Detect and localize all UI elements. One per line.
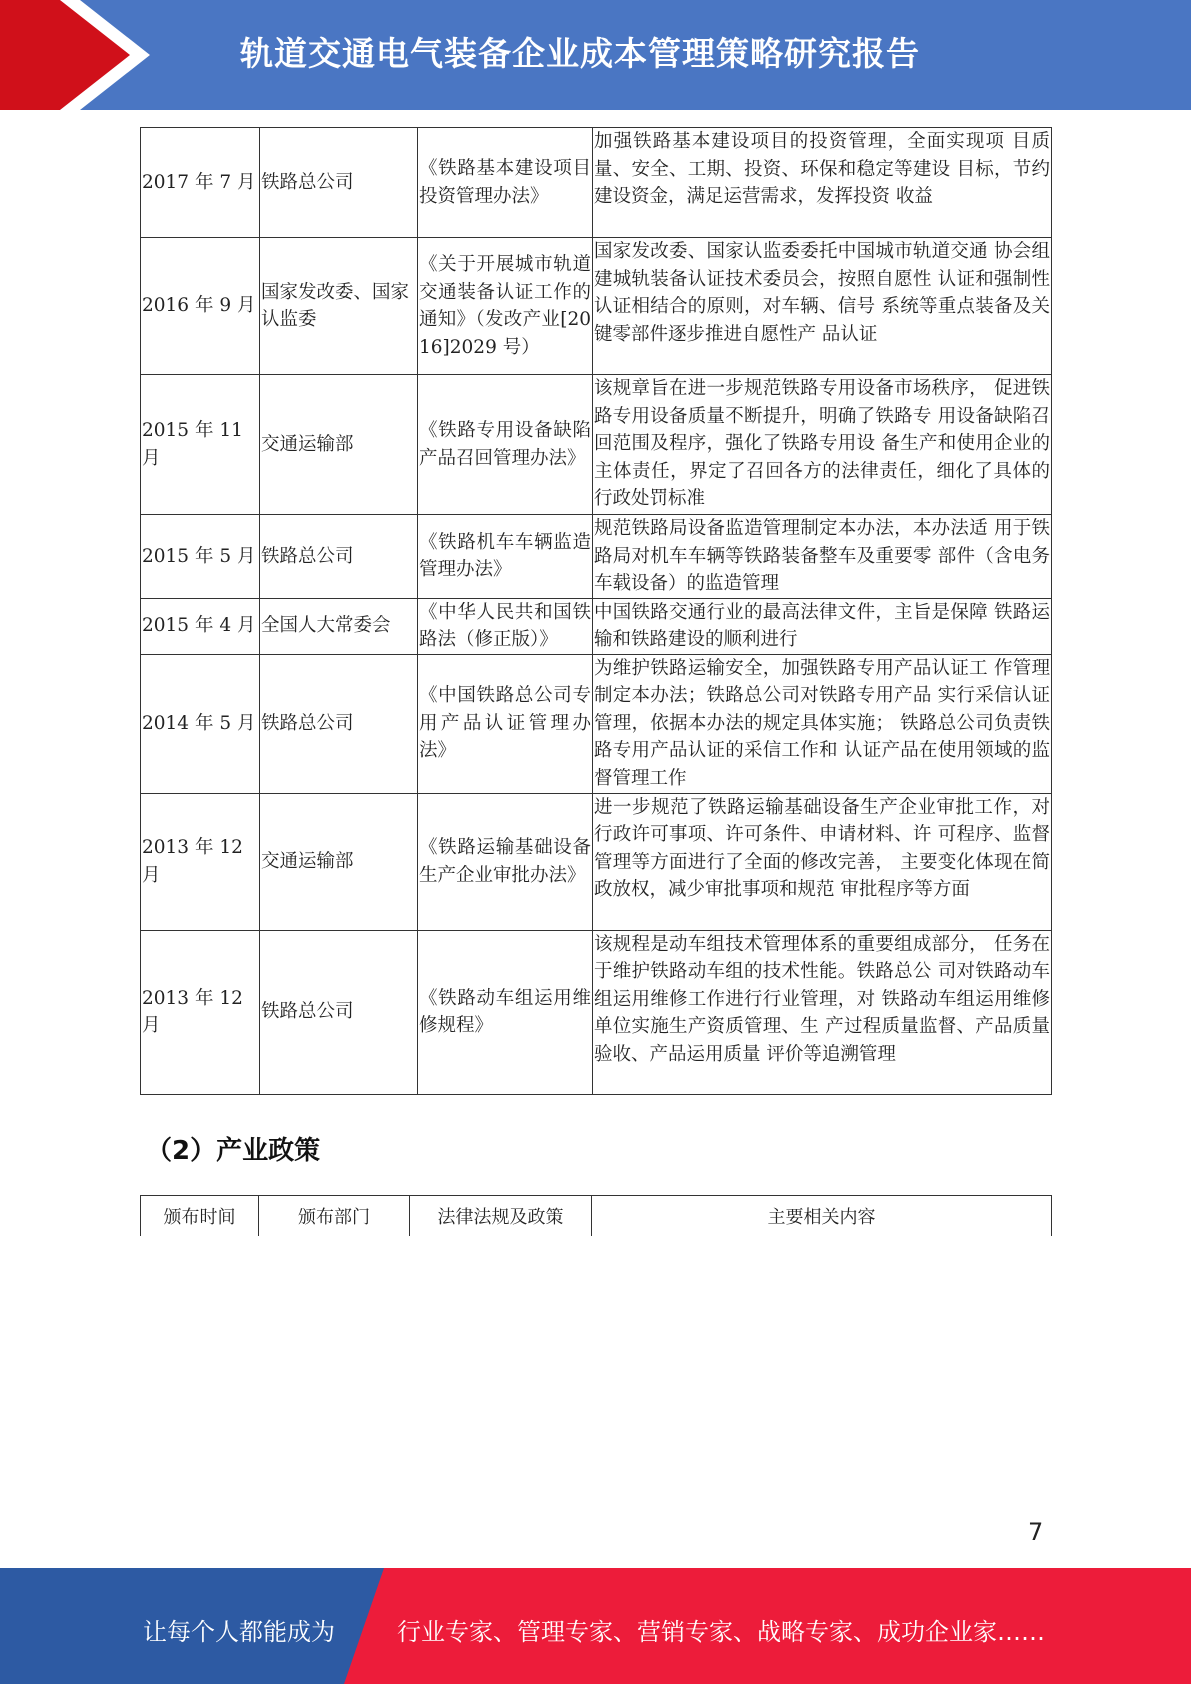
column-header-policy: 法律法规及政策 xyxy=(410,1196,592,1237)
cell-content: 中国铁路交通行业的最高法律文件，主旨是保障 铁路运输和铁路建设的顺利进行 xyxy=(593,598,1052,654)
industry-policy-table-header xyxy=(140,1195,1052,1236)
column-header-date: 颁布时间 xyxy=(141,1196,259,1237)
cell-date: 2015 年 5 月 xyxy=(141,515,260,599)
cell-department: 铁路总公司 xyxy=(260,128,418,238)
cell-department: 交通运输部 xyxy=(260,375,418,515)
table-row xyxy=(141,515,1052,599)
column-header-department: 颁布部门 xyxy=(259,1196,410,1237)
table-row xyxy=(141,238,1052,375)
cell-department: 交通运输部 xyxy=(260,793,418,930)
table-row xyxy=(141,598,1052,654)
cell-department: 铁路总公司 xyxy=(260,930,418,1094)
table-row xyxy=(141,930,1052,1094)
cell-department: 铁路总公司 xyxy=(260,654,418,793)
header-arrow-decoration xyxy=(0,0,200,110)
page-header xyxy=(0,0,1191,110)
page-footer xyxy=(0,1568,1191,1684)
table-row xyxy=(141,375,1052,515)
page-number: 7 xyxy=(1028,1518,1044,1546)
regulations-table xyxy=(140,127,1052,1095)
table-header-row xyxy=(141,1196,1052,1237)
cell-content: 加强铁路基本建设项目的投资管理，全面实现项 目质量、安全、工期、投资、环保和稳定等建设 目标，节约建设资金，满足运营需求，发挥投资 收益 xyxy=(593,128,1052,238)
cell-policy: 《关于开展城市轨道交通装备认证工作的通知》（发改产业[2016]2029 号） xyxy=(418,238,593,375)
cell-date: 2013 年 12 月 xyxy=(141,793,260,930)
table-row xyxy=(141,128,1052,238)
table-row xyxy=(141,654,1052,793)
report-title: 轨道交通电气装备企业成本管理策略研究报告 xyxy=(240,34,920,73)
cell-content: 国家发改委、国家认监委委托中国城市轨道交通 协会组建城轨装备认证技术委员会，按照自愿性 认证和强制性认证相结合的原则，对车辆、信号 系统等重点装备及关键零部件逐步推进自愿性产 品认证 xyxy=(593,238,1052,375)
cell-date: 2015 年 4 月 xyxy=(141,598,260,654)
table-row xyxy=(141,793,1052,930)
cell-date: 2015 年 11 月 xyxy=(141,375,260,515)
cell-content: 该规章旨在进一步规范铁路专用设备市场秩序， 促进铁路专用设备质量不断提升，明确了铁路专 用设备缺陷召回范围及程序，强化了铁路专用设 备生产和使用企业的主体责任，界定了召回各方的法律责任，细化了具体的行政处罚标准 xyxy=(593,375,1052,515)
cell-policy: 《铁路运输基础设备生产企业审批办法》 xyxy=(418,793,593,930)
cell-date: 2016 年 9 月 xyxy=(141,238,260,375)
cell-policy: 《中国铁路总公司专用产品认证管理办法》 xyxy=(418,654,593,793)
cell-content: 进一步规范了铁路运输基础设备生产企业审批工作，对行政许可事项、许可条件、申请材料、许 可程序、监督管理等方面进行了全面的修改完善， 主要变化体现在简政放权，减少审批事项和规范 审批程序等方面 xyxy=(593,793,1052,930)
cell-policy: 《铁路专用设备缺陷产品召回管理办法》 xyxy=(418,375,593,515)
footer-slogan-left: 让每个人都能成为 xyxy=(143,1618,335,1646)
cell-department: 国家发改委、国家认监委 xyxy=(260,238,418,375)
cell-policy: 《铁路机车车辆监造管理办法》 xyxy=(418,515,593,599)
cell-department: 铁路总公司 xyxy=(260,515,418,599)
cell-policy: 《中华人民共和国铁路法（修正版）》 xyxy=(418,598,593,654)
cell-date: 2013 年 12 月 xyxy=(141,930,260,1094)
cell-content: 该规程是动车组技术管理体系的重要组成部分， 任务在于维护铁路动车组的技术性能。铁路总公 司对铁路动车组运用维修工作进行行业管理，对 铁路动车组运用维修单位实施生产资质管理、生 产过程质量监督、产品质量验收、产品运用质量 评价等追溯管理 xyxy=(593,930,1052,1094)
cell-policy: 《铁路动车组运用维修规程》 xyxy=(418,930,593,1094)
column-header-content: 主要相关内容 xyxy=(592,1196,1052,1237)
cell-date: 2014 年 5 月 xyxy=(141,654,260,793)
footer-slogan-right: 行业专家、管理专家、营销专家、战略专家、成功企业家…… xyxy=(397,1618,1045,1646)
cell-date: 2017 年 7 月 xyxy=(141,128,260,238)
cell-department: 全国人大常委会 xyxy=(260,598,418,654)
section-title-industry-policy: （2）产业政策 xyxy=(146,1136,321,1166)
cell-content: 规范铁路局设备监造管理制定本办法，本办法适 用于铁路局对机车车辆等铁路装备整车及重要零 部件（含电务车载设备）的监造管理 xyxy=(593,515,1052,599)
cell-content: 为维护铁路运输安全，加强铁路专用产品认证工 作管理制定本办法；铁路总公司对铁路专用产品 实行采信认证管理，依据本办法的规定具体实施； 铁路总公司负责铁路专用产品认证的采信工作和 认证产品在使用领域的监督管理工作 xyxy=(593,654,1052,793)
cell-policy: 《铁路基本建设项目投资管理办法》 xyxy=(418,128,593,238)
